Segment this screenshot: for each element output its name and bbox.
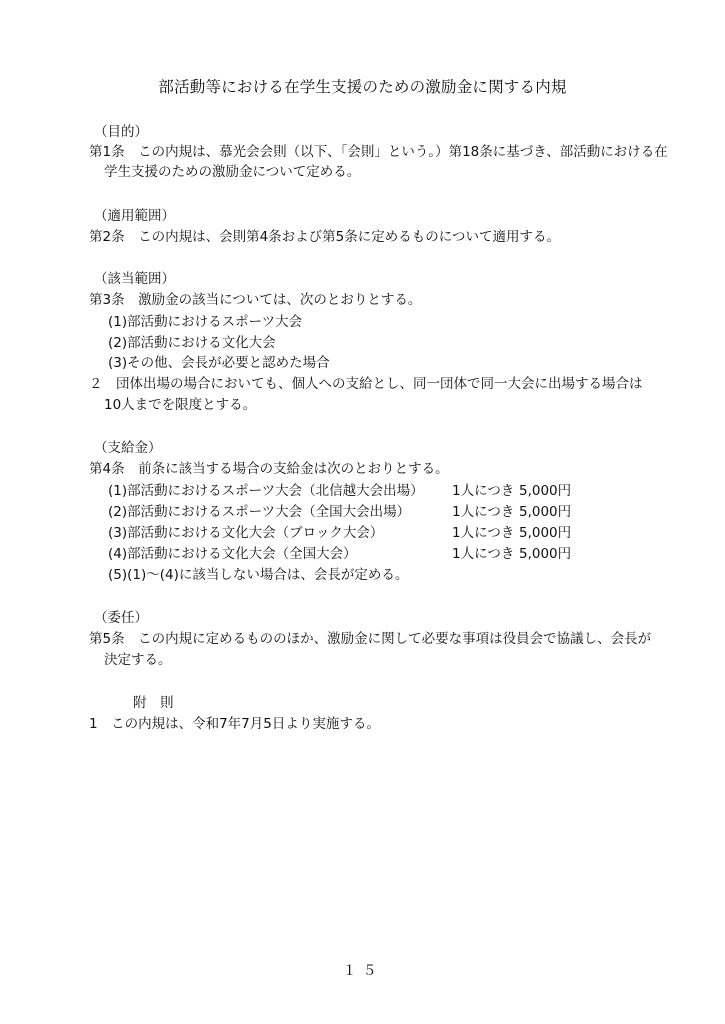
article-1-line-1: 第1条 この内規は、慕光会会則（以下、「会則」という。）第18条に基づき、部活動における在 [89,144,668,160]
eligibility-heading: （該当範囲） [94,271,175,287]
payment-row-label: (3)部活動における文化大会（ブロック大会） [108,525,384,541]
payment-row-amount: 5,000円 [519,483,572,499]
article-1-line-2: 学生支援のための激励金について定める。 [104,164,361,180]
article-3-item-1: (1)部活動におけるスポーツ大会 [108,314,303,330]
payment-row-label: (2)部活動におけるスポーツ大会（全国大会出場） [108,504,411,520]
delegation-heading: （委任） [94,610,148,626]
supplementary-line-1: 1 この内規は、令和7年7月5日より実施する。 [89,716,380,732]
document-title: 部活動等における在学生支援のための激励金に関する内規 [158,78,567,96]
article-4-line-1: 第4条 前条に該当する場合の支給金は次のとおりとする。 [89,461,449,477]
article-3-item-3: (3)その他、会長が必要と認めた場合 [108,355,330,371]
article-5-line-1: 第5条 この内規に定めるもののほか、激励金に関して必要な事項は役員会で協議し、会長が [89,631,652,647]
article-2-line-1: 第2条 この内規は、会則第4条および第5条に定めるものについて適用する。 [89,229,560,245]
payment-row-amount: 5,000円 [519,504,572,520]
payment-heading: （支給金） [94,440,162,456]
scope-heading: （適用範囲） [94,208,175,224]
payment-row-unit: 1人につき [452,546,515,562]
supplementary-heading: 附 則 [133,695,174,711]
article-5-line-2: 決定する。 [104,652,172,668]
payment-row-unit: 1人につき [452,504,515,520]
article-3-line-1: 第3条 激励金の該当については、次のとおりとする。 [89,292,422,308]
article-3-paragraph-2-line-1: ２ 団体出場の場合においても、個人への支給とし、同一団体で同一大会に出場する場合は [89,376,643,392]
payment-row-label: (4)部活動における文化大会（全国大会） [108,546,357,562]
page-number: １５ [342,963,383,979]
purpose-heading: （目的） [94,124,148,140]
article-3-paragraph-2-line-2: 10人までを限度とする。 [104,397,257,413]
payment-row-amount: 5,000円 [519,546,572,562]
payment-row-amount: 5,000円 [519,525,572,541]
payment-row-label: (1)部活動におけるスポーツ大会（北信越大会出場） [108,483,424,499]
payment-row-unit: 1人につき [452,483,515,499]
article-3-item-2: (2)部活動における文化大会 [108,335,276,351]
article-4-item-5: (5)(1)～(4)に該当しない場合は、会長が定める。 [108,567,409,583]
payment-row-unit: 1人につき [452,525,515,541]
